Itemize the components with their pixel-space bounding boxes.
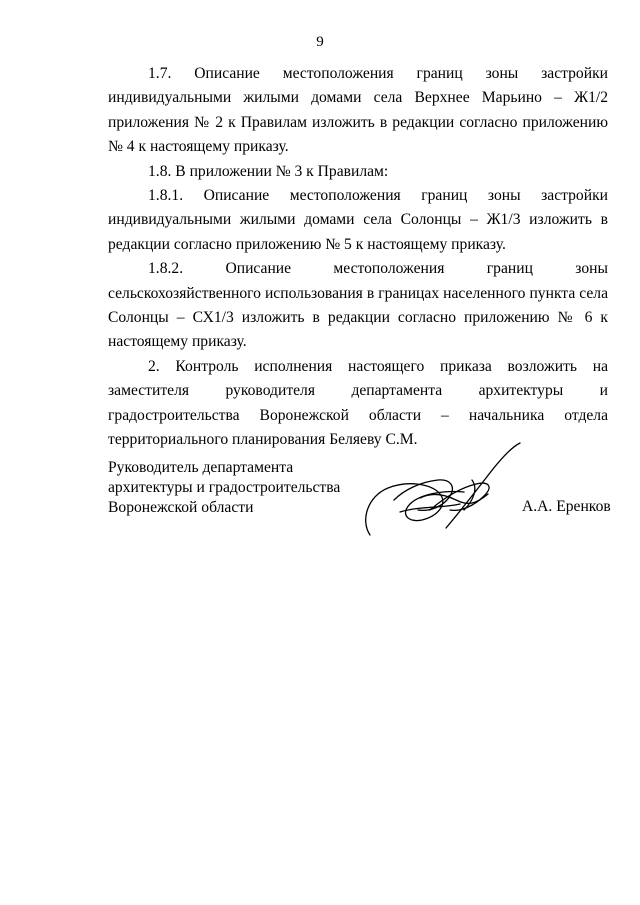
paragraph-2: 2. Контроль исполнения настоящего приказа возложить на заместителя руководителя департамента архитектуры и градостроительства Воронежской области – начальника отдела территориального планирования Беляеву С.М. <box>108 357 608 449</box>
document-body <box>108 62 608 453</box>
signer-name: А.А. Еренков <box>522 498 611 515</box>
paragraph-1-8-2: 1.8.2. Описание местоположения границ зоны сельскохозяйственного использования в границах населенного пункта села Солонцы – СХ1/3 изложить в редакции согласно приложению № 6 к настоящему приказу. <box>108 260 608 351</box>
paragraph-1-7: 1.7. Описание местоположения границ зоны застройки индивидуальными жилыми домами села Верхнее Марьино – Ж1/2 приложения № 2 к Правилам изложить в редакции согласно приложению № 4 к настоящему приказу. <box>108 65 608 156</box>
position-line-2: архитектуры и градостроительства <box>108 479 341 496</box>
handwritten-signature <box>360 440 535 540</box>
page-number: 9 <box>316 34 324 50</box>
position-line-1: Руководитель департамента <box>108 459 294 476</box>
paragraph-1-8: 1.8. В приложении № 3 к Правилам: <box>148 162 389 180</box>
signature-position-block <box>108 458 340 518</box>
paragraph-1-8-1: 1.8.1. Описание местоположения границ зоны застройки индивидуальными жилыми домами села Солонцы – Ж1/3 изложить в редакции согласно приложению № 5 к настоящему приказу. <box>108 187 608 253</box>
position-line-3: Воронежской области <box>108 499 254 516</box>
